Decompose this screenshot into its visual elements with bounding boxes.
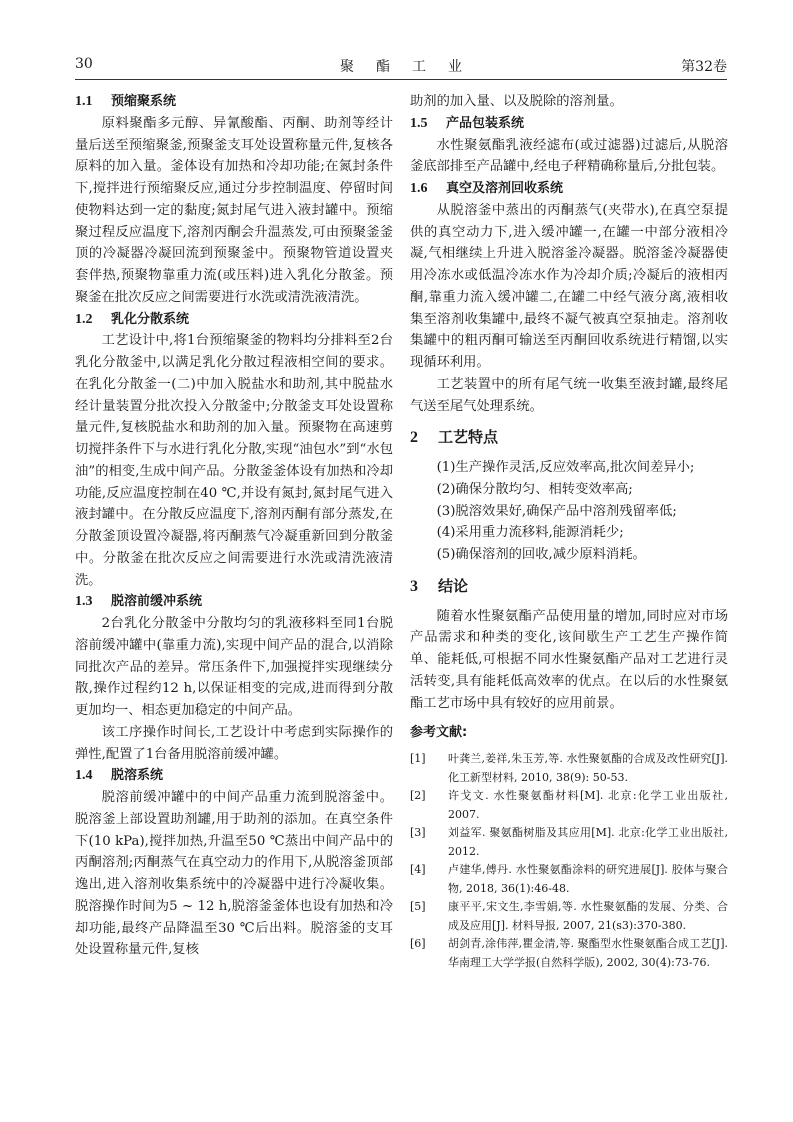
paragraph: 工艺设计中,将1台预缩聚釜的物料均分排料至2台乳化分散釜中,以满足乳化分散过程液相空间的要求。在乳化分散釜一(二)中加入脱盐水和助剂,其中脱盐水经计量装置分批次投入分散釜中;分散釜支耳处设置称量元件,复核脱盐水和助剂的加入量。预聚物在高速剪切搅拌条件下与水进行乳化分散,实现“油包水”到“水包油”的相变,生成中间产品。分散釜釜体设有加热和冷却功能,反应温度控制在40 ℃,并设有氮封,氮封尾气进入液封罐中。在分散反应温度下,溶剂丙酮有部分蒸发,在分散釜顶设置冷凝器,将丙酮蒸气冷凝重新回到分散釜中。分散釜在批次反应之间需要进行水洗或清洗液清洗。 bbox=[75, 333, 393, 588]
section-number: 1.5 bbox=[410, 115, 428, 131]
section-heading-3 bbox=[410, 576, 728, 598]
section-number: 1.1 bbox=[75, 94, 93, 109]
section-heading-2 bbox=[410, 427, 728, 449]
header-rule bbox=[75, 79, 727, 80]
list-item: (2)确保分散均匀、相转变效率高; bbox=[436, 481, 633, 497]
section-number: 1.3 bbox=[75, 594, 93, 610]
running-header bbox=[75, 56, 727, 78]
reference-text: 卢建华,傅丹. 水性聚氨酯涂料的研究进展[J]. 胶体与聚合物, 2018, 36(1):46-48. bbox=[448, 863, 728, 895]
reference-number: [2] bbox=[410, 789, 426, 802]
section-title: 结论 bbox=[438, 576, 469, 595]
section-heading-1-1 bbox=[75, 91, 393, 113]
paragraph: 2台乳化分散釜中分散均匀的乳液移料至同1台脱溶前缓冲罐中(靠重力流),实现中间产品的混合,以消除同批次产品的差异。常压条件下,加强搅拌实现继续分散,操作过程约12 h,以保证相变的完成,进而得到分散更加均一、相态更加稳定的中间产品。 bbox=[75, 616, 393, 718]
reference-text: 康平平,宋文生,李雪娟,等. 水性聚氨酯的发展、分类、合成及应用[J]. 材料导报, 2007, 21(s3):370-380. bbox=[448, 900, 728, 932]
reference-text: 胡剑青,涂伟萍,瞿金清,等. 聚酯型水性聚氨酯合成工艺[J]. 华南理工大学学报(自然科学版), 2002, 30(4):73-76. bbox=[448, 937, 728, 969]
reference-number: [1] bbox=[410, 752, 426, 765]
paragraph: 原料聚酯多元醇、异氰酸酯、丙酮、助剂等经计量后送至预缩聚釜,预聚釜支耳处设置称量元件,复核各原料的加入量。釜体设有加热和冷却功能;在氮封条件下,搅拌进行预缩聚反应,通过分步控制温度、停留时间使物料达到一定的黏度;氮封尾气进入液封罐中。预缩聚过程反应温度下,溶剂丙酮会升温蒸发,可由预聚釜釜顶的冷凝器冷凝回流到预聚釜中。预聚物管道设置夹套伴热,预聚物靠重力流(或压料)进入乳化分散釜。预聚釜在批次反应之间需要进行水洗或清洗液清洗。 bbox=[75, 115, 393, 305]
section-heading-1-5 bbox=[410, 113, 728, 135]
section-title: 产品包装系统 bbox=[446, 115, 525, 131]
list-item: (3)脱溶效果好,确保产品中溶剂残留率低; bbox=[436, 503, 677, 519]
section-number: 1.4 bbox=[75, 768, 93, 784]
reference-item bbox=[410, 824, 728, 861]
reference-item bbox=[410, 898, 728, 935]
section-number: 3 bbox=[410, 577, 418, 595]
section-title: 真空及溶剂回收系统 bbox=[446, 181, 564, 196]
section-title: 脱溶前缓冲系统 bbox=[111, 594, 203, 610]
paragraph: 脱溶前缓冲罐中的中间产品重力流到脱溶釜中。脱溶釜上部设置助剂罐,用于助剂的添加。在真空条件下(10 kPa),搅拌加热,升温至50 ℃蒸出中间产品中的丙酮溶剂;丙酮蒸气在真空动力的作用下,从脱溶釜顶部逸出,进入溶剂收集系统中的冷凝器中进行冷凝收集。脱溶操作时间为5 ~ 12 h,脱溶釜釜体也设有加热和冷却功能,最终产品降温至30 ℃后出料。脱溶釜的支耳处设置称量元件,复核 bbox=[75, 790, 393, 958]
list-item: (4)采用重力流移料,能源消耗少; bbox=[436, 525, 624, 541]
reference-item bbox=[410, 935, 728, 972]
paragraph: 从脱溶釜中蒸出的丙酮蒸气(夹带水),在真空泵提供的真空动力下,进入缓冲罐一,在罐一中部分液相冷凝,气相继续上升进入脱溶釜冷凝器。脱溶釜冷凝器使用冷冻水或低温冷冻水作为冷却介质;冷凝后的液相丙酮,靠重力流入缓冲罐二,在罐二中经气液分离,液相收集至溶剂收集罐中,最终不凝气被真空泵抽走。溶剂收集罐中的粗丙酮可输送至丙酮回收系统进行精馏,以实现循环利用。 bbox=[410, 202, 728, 370]
section-title: 脱溶系统 bbox=[111, 768, 164, 784]
reference-number: [3] bbox=[410, 826, 426, 839]
references-title: 参考文献: bbox=[410, 725, 468, 741]
volume-label: 第32卷 bbox=[681, 59, 727, 75]
list-item: (1)生产操作灵活,反应效率高,批次间差异小; bbox=[436, 460, 695, 475]
paragraph: 该工序操作时间长,工艺设计中考虑到实际操作的弹性,配置了1台备用脱溶前缓冲罐。 bbox=[75, 724, 393, 762]
reference-number: [4] bbox=[410, 863, 426, 876]
reference-item bbox=[410, 861, 728, 898]
reference-number: [6] bbox=[410, 937, 426, 950]
paragraph-continuation: 助剂的加入量、以及脱除的溶剂量。 bbox=[410, 94, 623, 109]
section-title: 乳化分散系统 bbox=[111, 311, 190, 327]
reference-item bbox=[410, 787, 728, 824]
paragraph: 随着水性聚氨酯产品使用量的增加,同时应对市场产品需求和种类的变化,该间歇生产工艺生产操作简单、能耗低,可根据不同水性聚氨酯产品对工艺进行灵活转变,具有能耗低高效率的优点。在以后的水性聚氨酯工艺市场中具有较好的应用前景。 bbox=[410, 608, 728, 711]
paragraph: 工艺装置中的所有尾气统一收集至液封罐,最终尾气送至尾气处理系统。 bbox=[410, 376, 728, 414]
section-number: 1.6 bbox=[410, 181, 428, 196]
left-column bbox=[75, 91, 393, 961]
paragraph: 水性聚氨酯乳液经滤布(或过滤器)过滤后,从脱溶釜底部排至产品罐中,经电子秤精确称量后,分批包装。 bbox=[410, 137, 728, 175]
section-heading-1-2 bbox=[75, 309, 393, 331]
list-item: (5)确保溶剂的回收,减少原料消耗。 bbox=[436, 547, 646, 562]
reference-text: 许戈文. 水性聚氨酯材料[M]. 北京:化学工业出版社, 2007. bbox=[448, 789, 728, 821]
reference-text: 刘益军. 聚氨酯树脂及其应用[M]. 北京:化学工业出版社, 2012. bbox=[448, 826, 728, 858]
section-heading-1-4 bbox=[75, 765, 393, 787]
right-column bbox=[410, 91, 728, 972]
reference-item bbox=[410, 750, 728, 787]
reference-list bbox=[410, 750, 728, 972]
section-number: 1.2 bbox=[75, 311, 93, 327]
feature-list bbox=[410, 457, 728, 566]
reference-text: 叶龚兰,姜祥,朱玉芳,等. 水性聚氨酯的合成及改性研究[J]. 化工新型材料, 2010, 38(9): 50-53. bbox=[448, 752, 728, 784]
section-title: 预缩聚系统 bbox=[111, 94, 177, 109]
section-title: 工艺特点 bbox=[438, 428, 499, 447]
section-heading-1-6 bbox=[410, 178, 728, 200]
journal-title: 聚酯工业 bbox=[340, 59, 484, 75]
section-number: 2 bbox=[410, 429, 418, 447]
reference-number: [5] bbox=[410, 900, 426, 913]
section-heading-1-3 bbox=[75, 591, 393, 613]
page-number: 30 bbox=[75, 56, 93, 72]
